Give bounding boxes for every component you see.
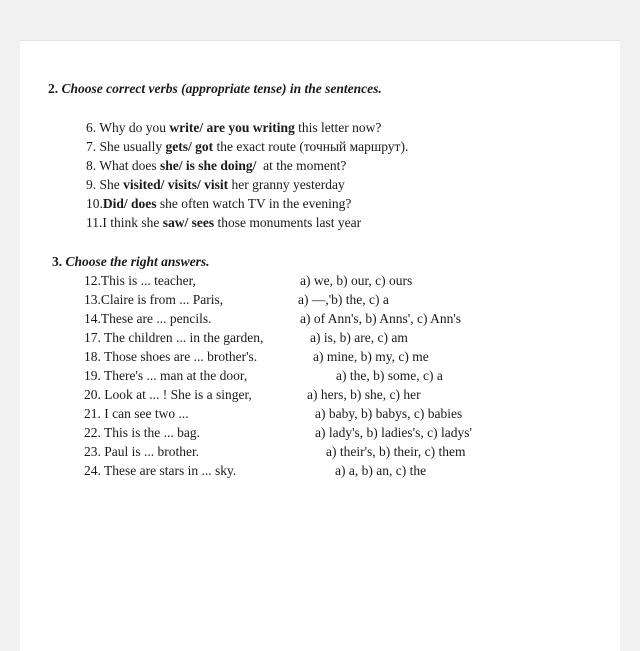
item-text: She	[96, 177, 124, 192]
answer-question-13: 13.Claire is from ... Paris,	[84, 292, 224, 307]
item-text: at the moment?	[256, 158, 347, 173]
item-choice: gets/ got	[165, 139, 214, 154]
item-number: 11.	[86, 215, 103, 230]
section-2-number: 2.	[48, 81, 59, 96]
item-choice: saw/ sees	[162, 215, 215, 230]
verb-item-8	[86, 158, 346, 174]
item-text: She usually	[96, 139, 166, 154]
answer-question-20: 20. Look at ... ! She is a singer,	[84, 387, 252, 402]
item-number: 9.	[86, 177, 97, 192]
item-text: she often watch TV in the evening?	[156, 196, 352, 211]
answer-options-24: a) a, b) an, c) the	[335, 463, 427, 478]
item-text: Why do you	[96, 120, 170, 135]
item-number: 6.	[86, 120, 97, 135]
answer-options-13: a) —,'b) the, c) a	[298, 292, 389, 307]
section-2-title: Choose correct verbs (appropriate tense) in the sentences.	[61, 81, 382, 96]
item-text: those monuments last year	[214, 215, 362, 230]
verb-item-11	[86, 215, 361, 231]
answer-question-22: 22. This is the ... bag.	[84, 425, 200, 440]
answer-question-21: 21. I can see two ...	[84, 406, 189, 421]
item-number: 10.	[86, 196, 103, 211]
answer-options-23: a) their's, b) their, c) them	[326, 444, 466, 459]
answer-question-23: 23. Paul is ... brother.	[84, 444, 200, 459]
section-2-heading	[48, 81, 382, 97]
answer-options-12: a) we, b) our, c) ours	[300, 273, 413, 288]
answer-question-17: 17. The children ... in the garden,	[84, 330, 264, 345]
answer-options-17: a) is, b) are, c) am	[310, 330, 408, 345]
item-text: What does	[96, 158, 160, 173]
section-3-title: Choose the right answers.	[65, 254, 210, 269]
answer-options-19: a) the, b) some, c) a	[336, 368, 443, 383]
answer-options-20: a) hers, b) she, c) her	[307, 387, 421, 402]
section-3-number: 3.	[52, 254, 63, 269]
answer-question-24: 24. These are stars in ... sky.	[84, 463, 237, 478]
answer-question-19: 19. There's ... man at the door,	[84, 368, 248, 383]
top-strip	[0, 0, 640, 30]
section-3-heading	[52, 254, 210, 270]
answer-options-22: a) lady's, b) ladies's, c) ladys'	[315, 425, 472, 440]
item-number: 8.	[86, 158, 97, 173]
answer-question-14: 14.These are ... pencils.	[84, 311, 212, 326]
item-text: this letter now?	[294, 120, 382, 135]
item-choice: she/ is she doing/	[160, 158, 257, 173]
item-choice: Did/ does	[102, 196, 157, 211]
worksheet-page	[20, 40, 620, 651]
item-text: I think she	[102, 215, 163, 230]
answer-options-21: a) baby, b) babys, c) babies	[315, 406, 463, 421]
answer-question-12: 12.This is ... teacher,	[84, 273, 196, 288]
verb-item-9	[86, 177, 345, 193]
item-text: the exact route (точный маршрут).	[213, 139, 409, 154]
item-number: 7.	[86, 139, 97, 154]
answer-options-18: a) mine, b) my, c) me	[313, 349, 429, 364]
verb-item-7	[86, 139, 408, 155]
answer-options-14: a) of Ann's, b) Anns', c) Ann's	[300, 311, 462, 326]
answer-question-18: 18. Those shoes are ... brother's.	[84, 349, 258, 364]
verb-item-6	[86, 120, 381, 136]
item-choice: visited/ visits/ visit	[123, 177, 229, 192]
verb-item-10	[86, 196, 351, 212]
item-choice: write/ are you writing	[169, 120, 295, 135]
item-text: her granny yesterday	[228, 177, 345, 192]
